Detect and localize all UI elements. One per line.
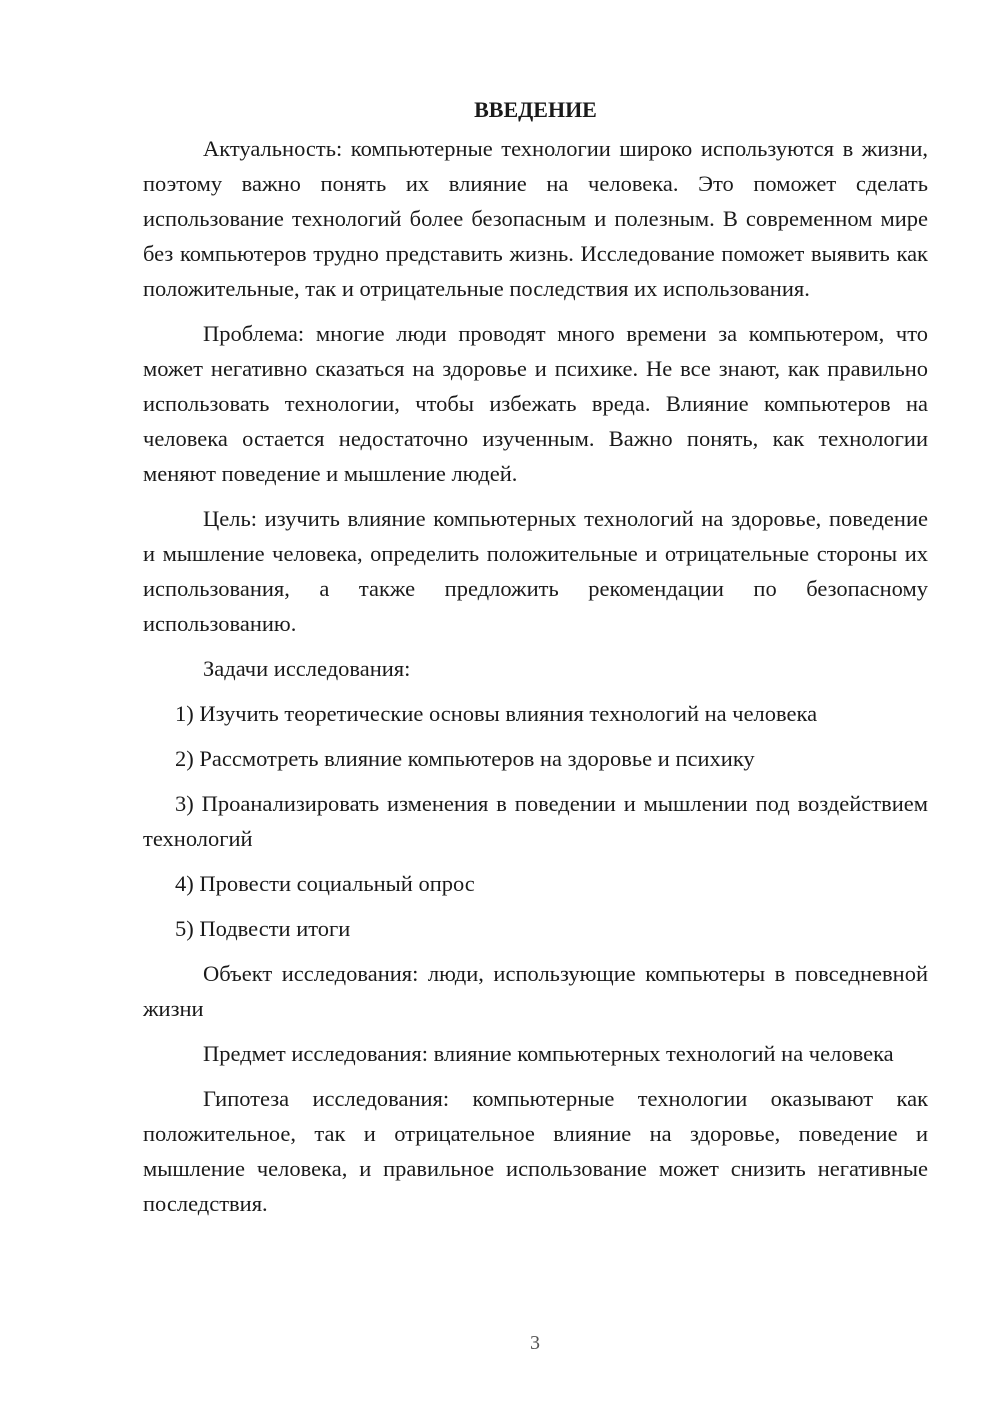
subject-paragraph: Предмет исследования: влияние компьютерных технологий на человека — [203, 1041, 894, 1066]
task-item: 5) Подвести итоги — [175, 916, 351, 941]
task-item: 1) Изучить теоретические основы влияния технологий на человека — [175, 701, 818, 726]
section-title: ВВЕДЕНИЕ — [474, 97, 597, 122]
task-item: 4) Провести социальный опрос — [175, 871, 475, 896]
hypothesis-paragraph: Гипотеза исследования: компьютерные технологии оказывают как положительное, так и отрицательное влияние на здоровье, поведение и мышление человека, и правильное использование может снизить негативные последствия. — [143, 1086, 928, 1216]
problem-paragraph: Проблема: многие люди проводят много времени за компьютером, что может негативно сказаться на здоровье и психике. Не все знают, как правильно использовать технологии, чтобы избежать вреда. Влияние компьютеров на человека остается недостаточно изученным. Важно понять, как технологии меняют поведение и мышление людей. — [143, 321, 928, 486]
relevance-paragraph: Актуальность: компьютерные технологии широко используются в жизни, поэтому важно понять их влияние на человека. Это поможет сделать использование технологий более безопасным и полезным. В современном мире без компьютеров трудно представить жизнь. Исследование поможет выявить как положительные, так и отрицательные последствия их использования. — [143, 136, 928, 301]
task-item: 2) Рассмотреть влияние компьютеров на здоровье и психику — [175, 746, 755, 771]
object-paragraph: Объект исследования: люди, использующие компьютеры в повседневной жизни — [143, 961, 928, 1021]
tasks-heading: Задачи исследования: — [203, 656, 411, 681]
goal-paragraph: Цель: изучить влияние компьютерных технологий на здоровье, поведение и мышление человека, определить положительные и отрицательные стороны их использования, а также предложить рекомендации по безопасному использованию. — [143, 506, 928, 636]
document-page — [143, 92, 928, 1231]
task-item: 3) Проанализировать изменения в поведении и мышлении под воздействием технологий — [143, 791, 928, 851]
page-number: 3 — [530, 1332, 540, 1354]
